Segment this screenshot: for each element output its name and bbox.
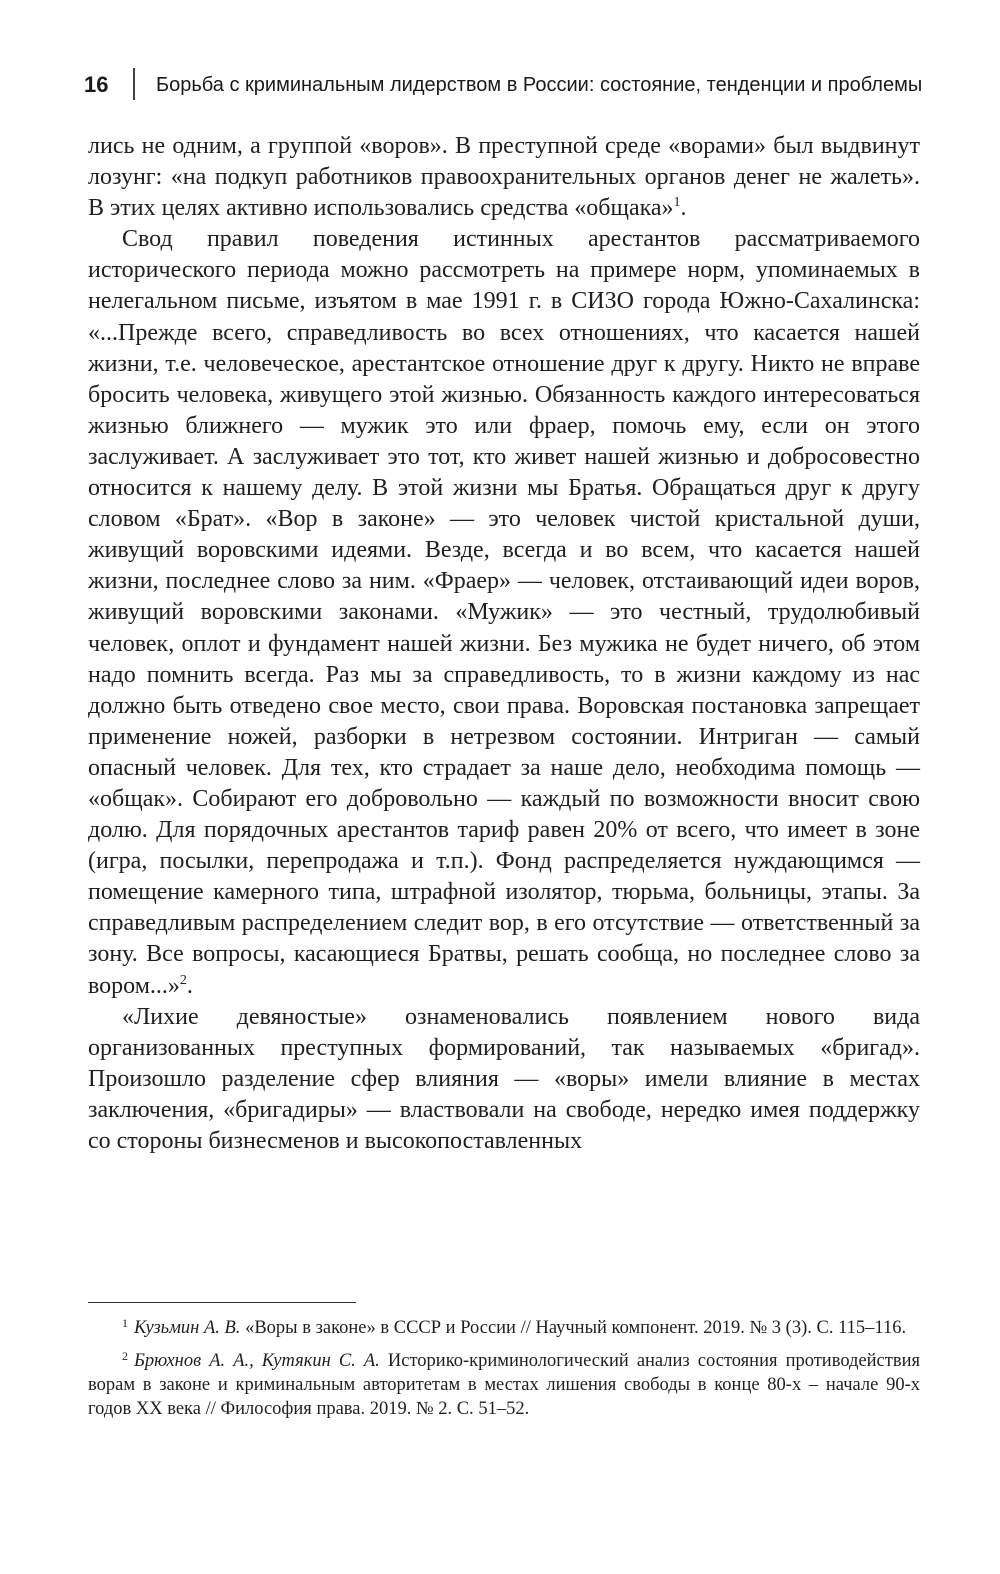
footnote-1-authors: Кузьмин А. В. <box>134 1318 241 1338</box>
paragraph-2 <box>88 224 920 1001</box>
footnote-2 <box>88 1350 920 1422</box>
main-text <box>88 131 920 1157</box>
footnote-1-mark: 1 <box>122 1316 128 1330</box>
paragraph-1-end: . <box>680 195 687 222</box>
footnote-ref-1: 1 <box>673 195 681 211</box>
page-number: 16 <box>84 72 109 97</box>
paragraph-3 <box>88 1002 920 1157</box>
footnote-1 <box>88 1317 920 1342</box>
footnote-2-mark: 2 <box>122 1348 128 1363</box>
paragraph-3-text: «Лихие девяностые» ознаменовались появлением нового вида организованных преступных формирований, так называемых «бригад». Произошло разделение сфер влияния — «воры» имели влияние в местах заключения, «бригадиры» — властвовали на свободе, нередко имея поддержку со стороны бизнесменов и высокопоставленных <box>88 1003 920 1154</box>
paragraph-2-text: Свод правил поведения истинных арестантов рассматриваемого исторического периода можно рассмотреть на примере норм, упоминаемых в нелегальном письме, изъятом в мае 1991 г. в СИЗО города Южно-Сахалинска: «...Прежде всего, справедливость во всех отношениях, что касается нашей жизни, т.е. человеческое, арестантское отношение друг к другу. Никто не вправе бросить человека, живущего этой жизнью. Обязанность каждого интересоваться жизнью ближнего — мужик это или фраер, помочь ему, если он этого заслуживает. А заслуживает это тот, кто живет нашей жизнью и добросовестно относится к нашему делу. В этой жизни мы Братья. Обращаться друг к другу словом «Брат». «Вор в законе» — это человек чистой кристальной души, живущий воровскими идеями. Везде, всегда и во всем, что касается нашей жизни, последнее слово за ним. «Фраер» — человек, отстаивающий идеи воров, живущий воровскими законами. «Мужик» — это честный, трудолюбивый человек, оплот и фундамент нашей жизни. Без мужика не будет ничего, об этом надо помнить всегда. Раз мы за справедливость, то в жизни каждому из нас должно быть отведено свое место, свои права. Воровская постановка запрещает применение ножей, разборки в нетрезвом состоянии. Интриган — самый опасный человек. Для тех, кто страдает за наше дело, необходима помощь — «общак». Собирают его добровольно — каждый по возможности вносит свою долю. Для порядочных арестантов тариф равен 20% от всего, что имеет в зоне (игра, посылки, перепродажа и т.п.). Фонд распределяется нуждающимся — помещение камерного типа, штрафной изолятор, тюрьма, больницы, этапы. За справедливым распределением следит вор, в его отсутствие — ответственный за зону. Все вопросы, касающиеся Братвы, решать сообща, но последнее слово за вором...» <box>88 226 920 999</box>
paragraph-1 <box>88 131 920 224</box>
footnote-divider <box>88 1302 356 1303</box>
footnotes <box>88 1317 920 1430</box>
footnote-2-text: Историко-криминологический анализ состояния противодействия ворам в законе и криминальным авторитетам в местах лишения свободы в конце 80-х – начале 90-х годов XX века // Философия права. 2019. № 2. С. 51–52. <box>88 1350 920 1420</box>
footnote-1-text: «Воры в законе» в СССР и России // Научный компонент. 2019. № 3 (3). С. 115–116. <box>240 1318 907 1338</box>
running-header <box>84 62 920 102</box>
paragraph-2-end: . <box>186 972 193 999</box>
running-title: Борьба с криминальным лидерством в России: состояние, тенденции и проблемы <box>156 74 922 96</box>
header-divider <box>133 68 135 100</box>
footnote-ref-2: 2 <box>179 972 187 988</box>
footnote-2-authors: Брюхнов А. А., Кутякин С. А. <box>134 1350 380 1371</box>
paragraph-1-text: лись не одним, а группой «воров». В преступной среде «ворами» был выдвинут лозунг: «на подкуп работников правоохранительных органов денег не жалеть». В этих целях активно использовались средства «общака» <box>88 133 920 222</box>
